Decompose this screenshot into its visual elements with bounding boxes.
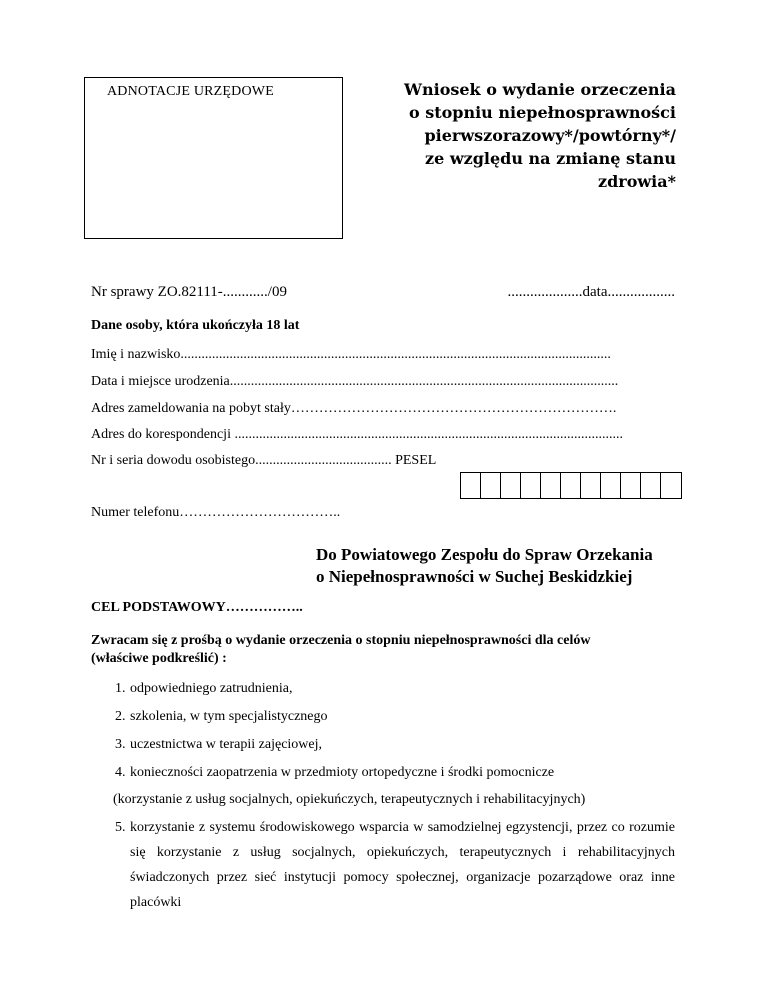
purpose-number: 1. xyxy=(115,681,126,696)
pesel-digit-box[interactable] xyxy=(641,473,661,498)
pesel-digit-box[interactable] xyxy=(621,473,641,498)
purpose-text: korzystanie z systemu środowiskowego wsparcia w samodzielnej egzystencji, przez co rozumie się korzystanie z usług socjalnych, opiekuńczych, terapeutycznych i rehabilitacyjnych świadczonych przez sieć instytucji pomocy społecznej, organizacje pozarządowe oraz inne placówki xyxy=(130,820,675,910)
form-title-line: o stopniu niepełnosprawności xyxy=(408,103,676,122)
addressee xyxy=(316,544,653,588)
name-field[interactable]: Imię i nazwisko........................................................................................................................... xyxy=(91,347,611,362)
purpose-item[interactable] xyxy=(91,704,675,729)
pesel-digit-box[interactable] xyxy=(561,473,581,498)
purpose-4-note: (korzystanie z usług socjalnych, opiekuńczych, terapeutycznych i rehabilitacyjnych) xyxy=(113,792,586,807)
phone-field[interactable]: Numer telefonu…………………………….. xyxy=(91,505,341,520)
request-line: Zwracam się z prośbą o wydanie orzeczenia o stopniu niepełnosprawności dla celów xyxy=(91,633,591,648)
pesel-digit-box[interactable] xyxy=(521,473,541,498)
pesel-digit-box[interactable] xyxy=(501,473,521,498)
id-card-field[interactable]: Nr i seria dowodu osobistego....................................... PESEL xyxy=(91,453,437,468)
form-title-line: zdrowia* xyxy=(598,172,676,191)
case-number-field[interactable]: Nr sprawy ZO.82111-............/09 xyxy=(91,284,287,300)
registered-address-field[interactable]: Adres zameldowania na pobyt stały……………………………………………………………. xyxy=(91,401,617,416)
pesel-digit-box[interactable] xyxy=(601,473,621,498)
form-title-line: pierwszorazowy*/powtórny*/ xyxy=(424,126,676,145)
addressee-line: o Niepełnosprawności w Suchej Beskidzkiej xyxy=(316,567,633,586)
purpose-text: konieczności zaopatrzenia w przedmioty ortopedyczne i środki pomocnicze xyxy=(130,765,555,780)
official-annotations-label: ADNOTACJE URZĘDOWE xyxy=(107,84,274,99)
form-title-line: ze względu na zmianę stanu xyxy=(425,149,676,168)
purpose-text: uczestnictwa w terapii zajęciowej, xyxy=(130,737,323,752)
request-text xyxy=(91,632,590,668)
purpose-item[interactable] xyxy=(91,760,675,785)
purpose-item[interactable] xyxy=(91,732,675,757)
correspondence-address-field[interactable]: Adres do korespondencji ............................................................................................................... xyxy=(91,427,623,442)
purpose-item[interactable] xyxy=(91,676,675,701)
purpose-number: 5. xyxy=(115,820,126,835)
pesel-digit-box[interactable] xyxy=(581,473,601,498)
form-title xyxy=(376,78,676,193)
purposes-list xyxy=(91,676,675,918)
birth-date-place-field[interactable]: Data i miejsce urodzenia............................................................................................................... xyxy=(91,374,619,389)
request-line: (właściwe podkreślić) : xyxy=(91,651,227,666)
purpose-number: 4. xyxy=(115,765,126,780)
purpose-number: 3. xyxy=(115,737,126,752)
pesel-boxes[interactable] xyxy=(460,472,682,499)
pesel-digit-box[interactable] xyxy=(661,473,681,498)
purpose-text: odpowiedniego zatrudnienia, xyxy=(130,681,293,696)
purpose-text: szkolenia, w tym specjalistycznego xyxy=(130,709,328,724)
purpose-number: 2. xyxy=(115,709,126,724)
date-field[interactable]: ....................data.................. xyxy=(507,284,675,300)
form-title-line: Wniosek o wydanie orzeczenia xyxy=(404,80,676,99)
pesel-digit-box[interactable] xyxy=(461,473,481,498)
purpose-item[interactable] xyxy=(91,815,675,915)
pesel-digit-box[interactable] xyxy=(541,473,561,498)
section-heading: Dane osoby, która ukończyła 18 lat xyxy=(91,318,300,333)
official-annotations-box xyxy=(84,77,343,239)
main-purpose-field[interactable]: CEL PODSTAWOWY…………….. xyxy=(91,600,303,615)
addressee-line: Do Powiatowego Zespołu do Spraw Orzekania xyxy=(316,545,653,564)
pesel-digit-box[interactable] xyxy=(481,473,501,498)
